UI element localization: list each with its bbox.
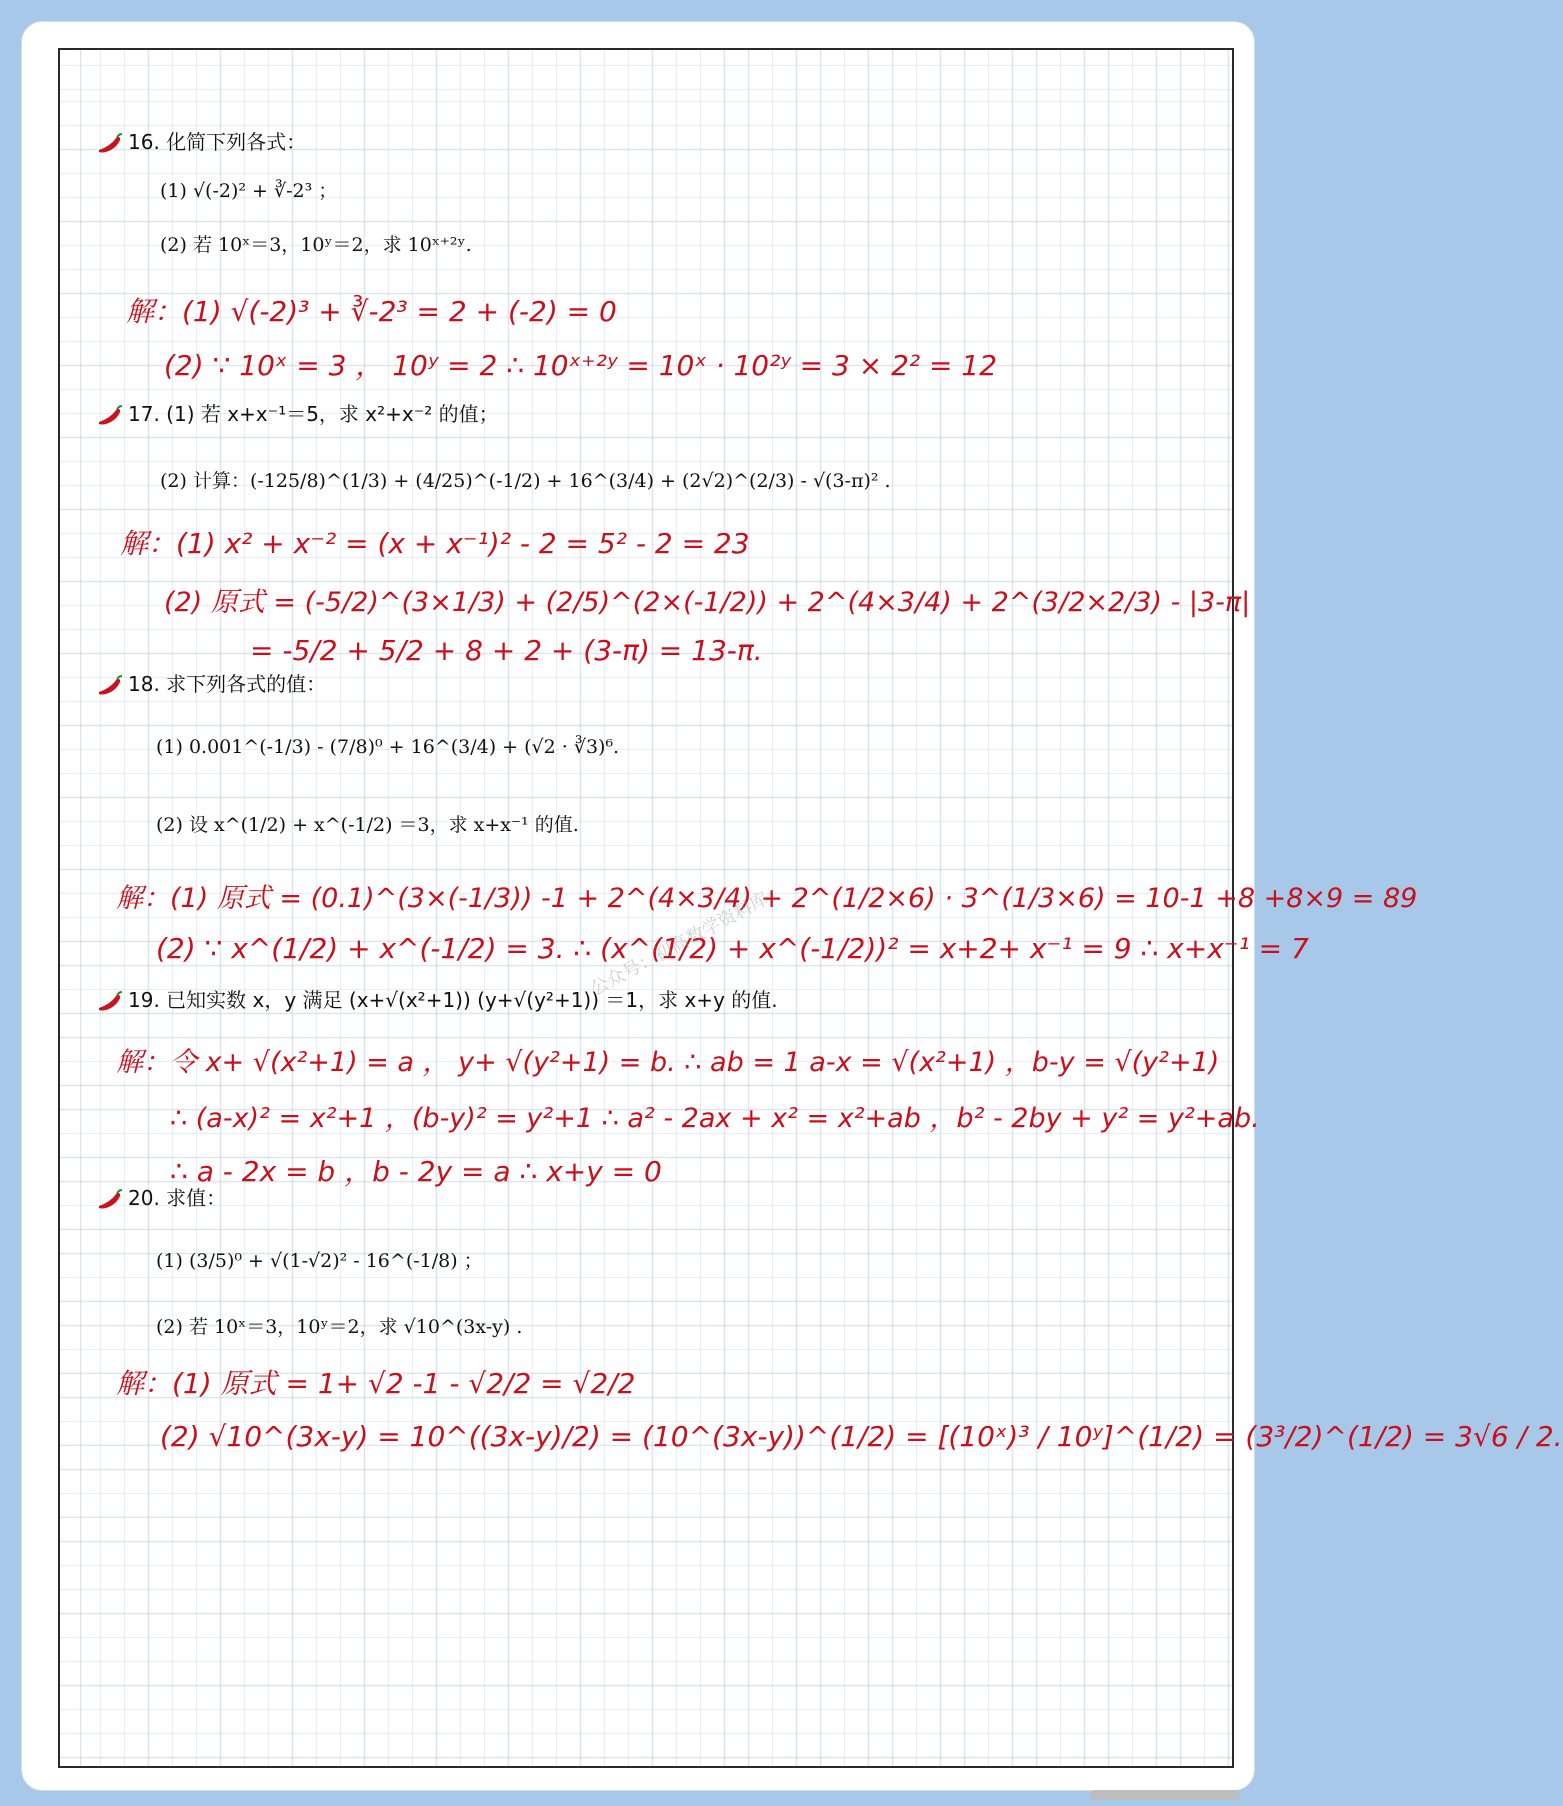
question-20-part-2: (2) 若 10ˣ＝3，10ʸ＝2，求 √10^(3x-y) . bbox=[156, 1316, 523, 1338]
answer-17-line-3: = -5/2 + 5/2 + 8 + 2 + (3-π) = 13-π. bbox=[250, 634, 763, 667]
chili-pepper-icon bbox=[96, 132, 124, 156]
question-16-part-1: (1) √(-2)² + ∛-2³ ； bbox=[160, 180, 338, 202]
chili-pepper-icon bbox=[96, 674, 124, 698]
answer-19-line-2: ∴ (a-x)² = x²+1 ，(b-y)² = y²+1 ∴ a² - 2ax + x² = x²+ab ，b² - 2by + y² = y²+ab. bbox=[170, 1103, 1260, 1134]
question-16-title: 16. 化简下列各式： bbox=[96, 126, 306, 156]
horizontal-scrollbar[interactable] bbox=[1090, 1790, 1240, 1800]
question-17-title: 17. (1) 若 x+x⁻¹＝5，求 x²+x⁻² 的值； bbox=[96, 398, 499, 428]
watermark: 公众号：初高数学资料库 bbox=[587, 888, 773, 1001]
question-19-title: 19. 已知实数 x，y 满足 (x+√(x²+1)) (y+√(y²+1)) ＝1，求 x+y 的值. bbox=[96, 984, 778, 1014]
answer-17-line-2: (2) 原式 = (-5/2)^(3×1/3) + (2/5)^(2×(-1/2)) + 2^(4×3/4) + 2^(3/2×2/3) - |3-π| bbox=[164, 587, 1251, 618]
grid-paper bbox=[58, 48, 1563, 1768]
answer-20-line-2: (2) √10^(3x-y) = 10^((3x-y)/2) = (10^(3x-y))^(1/2) = [(10ˣ)³ / 10ʸ]^(1/2) = (3³/2)^(1/2) = 3√6 / 2. bbox=[160, 1420, 1563, 1453]
question-17-part-2: (2) 计算：(-125/8)^(1/3) + (4/25)^(-1/2) + 16^(3/4) + (2√2)^(2/3) - √(3-π)² . bbox=[160, 470, 891, 492]
answer-18-line-1: 解：(1) 原式 = (0.1)^(3×(-1/3)) -1 + 2^(4×3/4) + 2^(1/2×6) · 3^(1/3×6) = 10-1 +8 +8×9 = 89 bbox=[116, 883, 1418, 914]
chili-pepper-icon bbox=[96, 990, 124, 1014]
document-page bbox=[22, 22, 1563, 1790]
answer-16-line-1: 解：(1) √(-2)³ + ∛-2³ = 2 + (-2) = 0 bbox=[126, 295, 617, 328]
answer-18-line-2: (2) ∵ x^(1/2) + x^(-1/2) = 3. ∴ (x^(1/2) + x^(-1/2))² = x+2+ x⁻¹ = 9 ∴ x+x⁻¹ = 7 bbox=[156, 932, 1309, 965]
question-16-part-2: (2) 若 10ˣ＝3，10ʸ＝2，求 10ˣ⁺²ʸ. bbox=[160, 234, 472, 256]
question-18-part-1: (1) 0.001^(-1/3) - (7/8)⁰ + 16^(3/4) + (√2 · ∛3)⁶. bbox=[156, 736, 620, 758]
chili-pepper-icon bbox=[96, 404, 124, 428]
question-20-part-1: (1) (3/5)⁰ + √(1-√2)² - 16^(-1/8) ； bbox=[156, 1250, 483, 1272]
answer-17-line-1: 解：(1) x² + x⁻² = (x + x⁻¹)² - 2 = 5² - 2 = 23 bbox=[120, 527, 750, 560]
answer-16-line-2: (2) ∵ 10ˣ = 3 ， 10ʸ = 2 ∴ 10ˣ⁺²ʸ = 10ˣ · 10²ʸ = 3 × 2² = 12 bbox=[164, 349, 998, 382]
question-20-title: 20. 求值： bbox=[96, 1182, 226, 1212]
answer-19-line-1: 解：令 x+ √(x²+1) = a ， y+ √(y²+1) = b. ∴ ab = 1 a-x = √(x²+1) ，b-y = √(y²+1) bbox=[116, 1047, 1220, 1078]
chili-pepper-icon bbox=[96, 1188, 124, 1212]
question-18-part-2: (2) 设 x^(1/2) + x^(-1/2) ＝3，求 x+x⁻¹ 的值. bbox=[156, 814, 579, 836]
answer-20-line-1: 解：(1) 原式 = 1+ √2 -1 - √2/2 = √2/2 bbox=[116, 1367, 636, 1400]
question-18-title: 18. 求下列各式的值： bbox=[96, 668, 326, 698]
answer-19-line-3: ∴ a - 2x = b ，b - 2y = a ∴ x+y = 0 bbox=[170, 1155, 662, 1188]
